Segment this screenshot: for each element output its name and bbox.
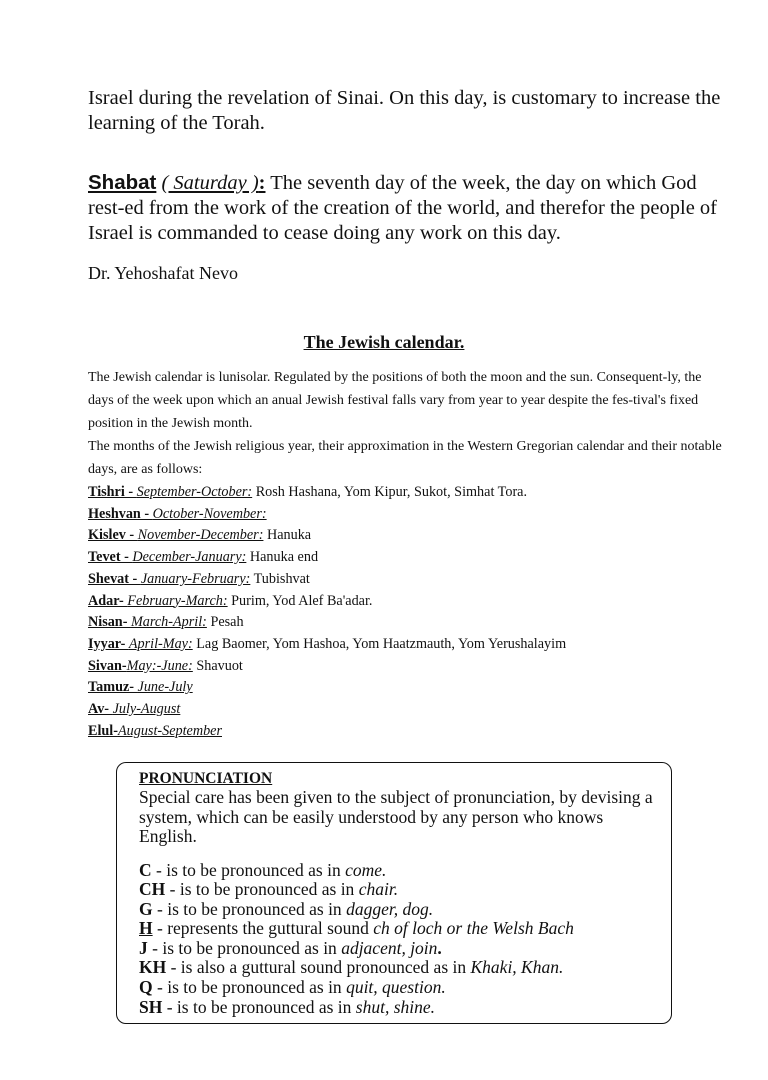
shabat-text: The seventh day of the week, the day on which God rest-ed from the work of the creation of the world, and therefor the people of Israel is commanded to cease doing any work on this day. (88, 172, 717, 244)
calendar-intro-2: The months of the Jewish religious year, their approximation in the Western Gregorian calendar and their notable days, are as follows: (88, 439, 722, 477)
rule-item (139, 900, 659, 920)
month-range: July-August (112, 701, 181, 718)
month-days: Purim, Yod Alef Ba'adar. (227, 592, 373, 609)
month-name: Tamuz- (88, 679, 138, 696)
month-name: Elul- (88, 722, 118, 739)
month-days: Pesah (206, 614, 244, 631)
month-range: June-July (137, 679, 193, 696)
month-range: December-January: (132, 549, 247, 566)
shabat-paren: ( Saturday ) (161, 172, 259, 194)
rule-text: - represents the guttural sound (152, 918, 374, 939)
month-range: January-February: (140, 570, 251, 587)
rule-item (139, 939, 659, 959)
month-name: Sivan- (88, 657, 127, 674)
author: Dr. Yehoshafat Nevo (88, 263, 238, 283)
paragraph-top: Israel during the revelation of Sinai. On this day, is customary to increase the learning of the Torah. (88, 87, 721, 134)
rule-example: dagger, dog. (346, 898, 434, 919)
month-item (88, 699, 728, 721)
month-item (88, 504, 728, 526)
month-name: Tevet - (88, 549, 133, 566)
rule-example: shut, shine. (355, 996, 436, 1017)
month-days: Rosh Hashana, Yom Kipur, Sukot, Simhat Tora. (252, 484, 528, 500)
rule-letter: J (139, 937, 148, 958)
month-item (88, 677, 728, 699)
month-days: Lag Baomer, Yom Hashoa, Yom Haatzmauth, Yom Yerushalayim (192, 635, 567, 652)
month-range: November-December: (137, 527, 264, 544)
rule-text: - is to be pronounced as in (162, 996, 356, 1017)
month-range: February-March: (127, 592, 228, 609)
rule-letter: C (139, 859, 152, 880)
rule-item (139, 958, 659, 978)
shabat-definition (88, 170, 728, 246)
rule-text: - is to be pronounced as in (152, 898, 347, 919)
rule-letter: G (139, 898, 153, 919)
rule-text: - is to be pronounced as in (165, 879, 359, 900)
rule-example: adjacent, join (341, 937, 438, 958)
month-range: August-September (117, 722, 222, 739)
calendar-intro (88, 366, 728, 481)
rule-example: Khaki, Khan. (470, 957, 564, 978)
rule-letter: KH (139, 957, 167, 978)
month-days: Hanuka (263, 527, 312, 544)
month-range: May:-June: (126, 657, 193, 674)
rule-tail: . (437, 937, 442, 958)
calendar-title: The Jewish calendar. (303, 332, 465, 352)
month-item (88, 547, 728, 569)
month-item (88, 656, 728, 678)
rule-text: - is also a guttural sound pronounced as in (166, 957, 471, 978)
month-name: Shevat - (88, 570, 141, 587)
month-item (88, 591, 728, 613)
month-days: Shavuot (192, 657, 243, 674)
rule-example: ch of loch or the Welsh Bach (373, 918, 574, 939)
rule-text: - is to be pronounced as in (152, 977, 347, 998)
month-name: Nisan- (88, 614, 131, 631)
shabat-term: Shabat (88, 171, 157, 194)
rule-letter: Q (139, 977, 153, 998)
rule-example: come. (345, 859, 387, 880)
month-item (88, 482, 728, 504)
month-range: April-May: (128, 635, 193, 652)
month-item (88, 612, 728, 634)
month-item (88, 721, 728, 743)
month-range: September-October: (136, 484, 253, 500)
month-item (88, 569, 728, 591)
month-name: Av- (88, 701, 113, 718)
rule-item (139, 919, 659, 939)
rule-letter: H (139, 918, 153, 939)
calendar-intro-1: The Jewish calendar is lunisolar. Regulated by the positions of both the moon and the sun. Consequent-ly, the days of the week upon which an anual Jewish festival falls vary from year to year despite the fes-tival's fixed position in the Jewish month. (88, 370, 702, 431)
rule-item (139, 998, 659, 1018)
month-item (88, 634, 728, 656)
rule-item (139, 880, 659, 900)
month-range: October-November: (152, 505, 267, 522)
month-list (88, 482, 728, 742)
rule-letter: CH (139, 879, 166, 900)
rule-example: chair. (358, 879, 399, 900)
pronunciation-box (116, 762, 672, 1024)
rule-example: quit, question. (346, 977, 446, 998)
month-days: Tubishvat (250, 570, 310, 587)
month-days: Hanuka end (246, 549, 319, 566)
month-name: Iyyar- (88, 635, 129, 652)
month-item (88, 525, 728, 547)
month-name: Adar- (88, 592, 128, 609)
pronunciation-intro: Special care has been given to the subject of pronunciation, by devising a system, which can be easily understood by any person who knows English. (139, 787, 653, 846)
month-range: March-April: (130, 614, 207, 631)
rule-letter: SH (139, 996, 163, 1017)
month-name: Heshvan - (88, 505, 153, 522)
rule-text: - is to be pronounced as in (151, 859, 346, 880)
month-name: Kislev - (88, 527, 138, 544)
month-name: Tishri - (88, 484, 137, 500)
rule-item (139, 861, 659, 881)
rule-text: - is to be pronounced as in (147, 937, 342, 958)
pronunciation-rules (139, 861, 659, 1018)
shabat-colon: : (258, 172, 266, 194)
pronunciation-title: PRONUNCIATION (139, 770, 273, 787)
rule-item (139, 978, 659, 998)
